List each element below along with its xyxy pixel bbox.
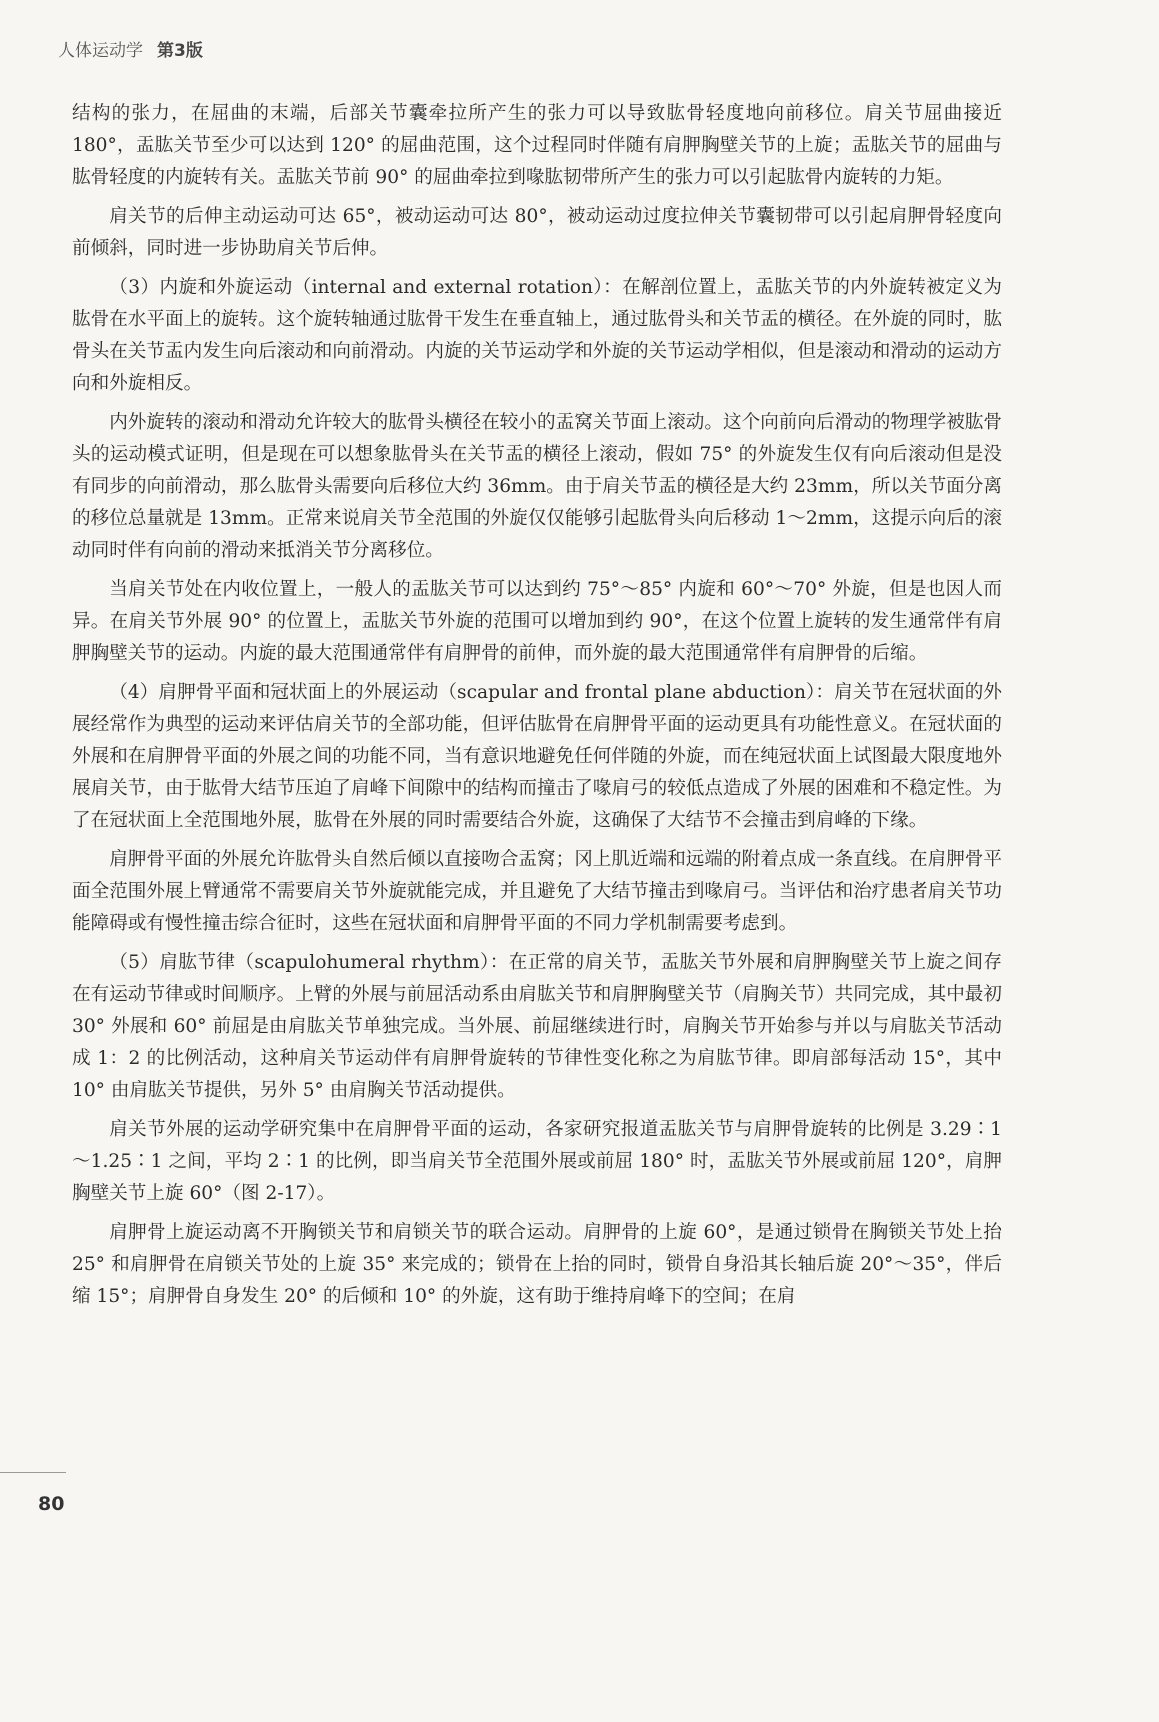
- edition-label: 第3版: [157, 41, 203, 61]
- running-header: [58, 36, 203, 61]
- body-text: [72, 98, 1002, 1320]
- paragraph-scapular-frontal-abduction: （4）肩胛骨平面和冠状面上的外展运动（scapular and frontal plane abduction）：肩关节在冠状面的外展经常作为典型的运动来评估肩关节的全部功能，但评估肱骨在肩胛骨平面的运动更具有功能性意义。在冠状面的外展和在肩胛骨平面的外展之间的功能不同，当有意识地避免任何伴随的外旋，而在纯冠状面上试图最大限度地外展肩关节，由于肱骨大结节压迫了肩峰下间隙中的结构而撞击了喙肩弓的较低点造成了外展的困难和不稳定性。为了在冠状面上全范围地外展，肱骨在外展的同时需要结合外旋，这确保了大结节不会撞击到肩峰的下缘。: [72, 682, 1002, 831]
- paragraph: 肩胛骨上旋运动离不开胸锁关节和肩锁关节的联合运动。肩胛骨的上旋 60°，是通过锁骨在胸锁关节处上抬 25° 和肩胛骨在肩锁关节处的上旋 35° 来完成的；锁骨在上抬的同时，锁骨自身沿其长轴后旋 20°～35°，伴后缩 15°；肩胛骨自身发生 20° 的后倾和 10° 的外旋，这有助于维持肩峰下的空间；在肩: [72, 1222, 1002, 1307]
- footer-divider: [0, 1472, 66, 1473]
- paragraph: 肩胛骨平面的外展允许肱骨头自然后倾以直接吻合盂窝；冈上肌近端和远端的附着点成一条直线。在肩胛骨平面全范围外展上臂通常不需要肩关节外旋就能完成，并且避免了大结节撞击到喙肩弓。当评估和治疗患者肩关节功能障碍或有慢性撞击综合征时，这些在冠状面和肩胛骨平面的不同力学机制需要考虑到。: [72, 849, 1002, 934]
- paragraph-internal-external-rotation: （3）内旋和外旋运动（internal and external rotation）：在解剖位置上，盂肱关节的内外旋转被定义为肱骨在水平面上的旋转。这个旋转轴通过肱骨干发生在垂直轴上，通过肱骨头和关节盂的横径。在外旋的同时，肱骨头在关节盂内发生向后滚动和向前滑动。内旋的关节运动学和外旋的关节运动学相似，但是滚动和滑动的运动方向和外旋相反。: [72, 277, 1002, 394]
- paragraph: 内外旋转的滚动和滑动允许较大的肱骨头横径在较小的盂窝关节面上滚动。这个向前向后滑动的物理学被肱骨头的运动模式证明，但是现在可以想象肱骨头在关节盂的横径上滚动，假如 75° 的外旋发生仅有向后滚动但是没有同步的向前滑动，那么肱骨头需要向后移位大约 36mm。由于肩关节盂的横径是大约 23mm，所以关节面分离的移位总量就是 13mm。正常来说肩关节全范围的外旋仅仅能够引起肱骨头向后移动 1～2mm，这提示向后的滚动同时伴有向前的滑动来抵消关节分离移位。: [72, 412, 1002, 561]
- paragraph: 肩关节的后伸主动运动可达 65°，被动运动可达 80°，被动运动过度拉伸关节囊韧带可以引起肩胛骨轻度向前倾斜，同时进一步协助肩关节后伸。: [72, 206, 1002, 259]
- paragraph-scapulohumeral-rhythm: （5）肩肱节律（scapulohumeral rhythm）：在正常的肩关节，盂肱关节外展和肩胛胸壁关节上旋之间存在有运动节律或时间顺序。上臂的外展与前屈活动系由肩肱关节和肩胛胸壁关节（肩胸关节）共同完成，其中最初 30° 外展和 60° 前屈是由肩肱关节单独完成。当外展、前屈继续进行时，肩胸关节开始参与并以与肩肱关节活动成 1：2 的比例活动，这种肩关节运动伴有肩胛骨旋转的节律性变化称之为肩肱节律。即肩部每活动 15°，其中 10° 由肩肱关节提供，另外 5° 由肩胸关节活动提供。: [72, 952, 1002, 1101]
- paragraph-continued: 结构的张力，在屈曲的末端，后部关节囊牵拉所产生的张力可以导致肱骨轻度地向前移位。肩关节屈曲接近 180°，盂肱关节至少可以达到 120° 的屈曲范围，这个过程同时伴随有肩胛胸壁关节的上旋；盂肱关节的屈曲与肱骨轻度的内旋转有关。盂肱关节前 90° 的屈曲牵拉到喙肱韧带所产生的张力可以引起肱骨内旋转的力矩。: [72, 103, 1002, 188]
- paragraph: 当肩关节处在内收位置上，一般人的盂肱关节可以达到约 75°～85° 内旋和 60°～70° 外旋，但是也因人而异。在肩关节外展 90° 的位置上，盂肱关节外旋的范围可以增加到约 90°，在这个位置上旋转的发生通常伴有肩胛胸壁关节的运动。内旋的最大范围通常伴有肩胛骨的前伸，而外旋的最大范围通常伴有肩胛骨的后缩。: [72, 579, 1002, 664]
- page-number: 80: [38, 1493, 65, 1515]
- book-title: 人体运动学: [58, 41, 143, 61]
- paragraph: 肩关节外展的运动学研究集中在肩胛骨平面的运动，各家研究报道盂肱关节与肩胛骨旋转的比例是 3.29∶1～1.25∶1 之间，平均 2∶1 的比例，即当肩关节全范围外展或前屈 180° 时，盂肱关节外展或前屈 120°，肩胛胸壁关节上旋 60°（图 2-17）。: [72, 1119, 1002, 1204]
